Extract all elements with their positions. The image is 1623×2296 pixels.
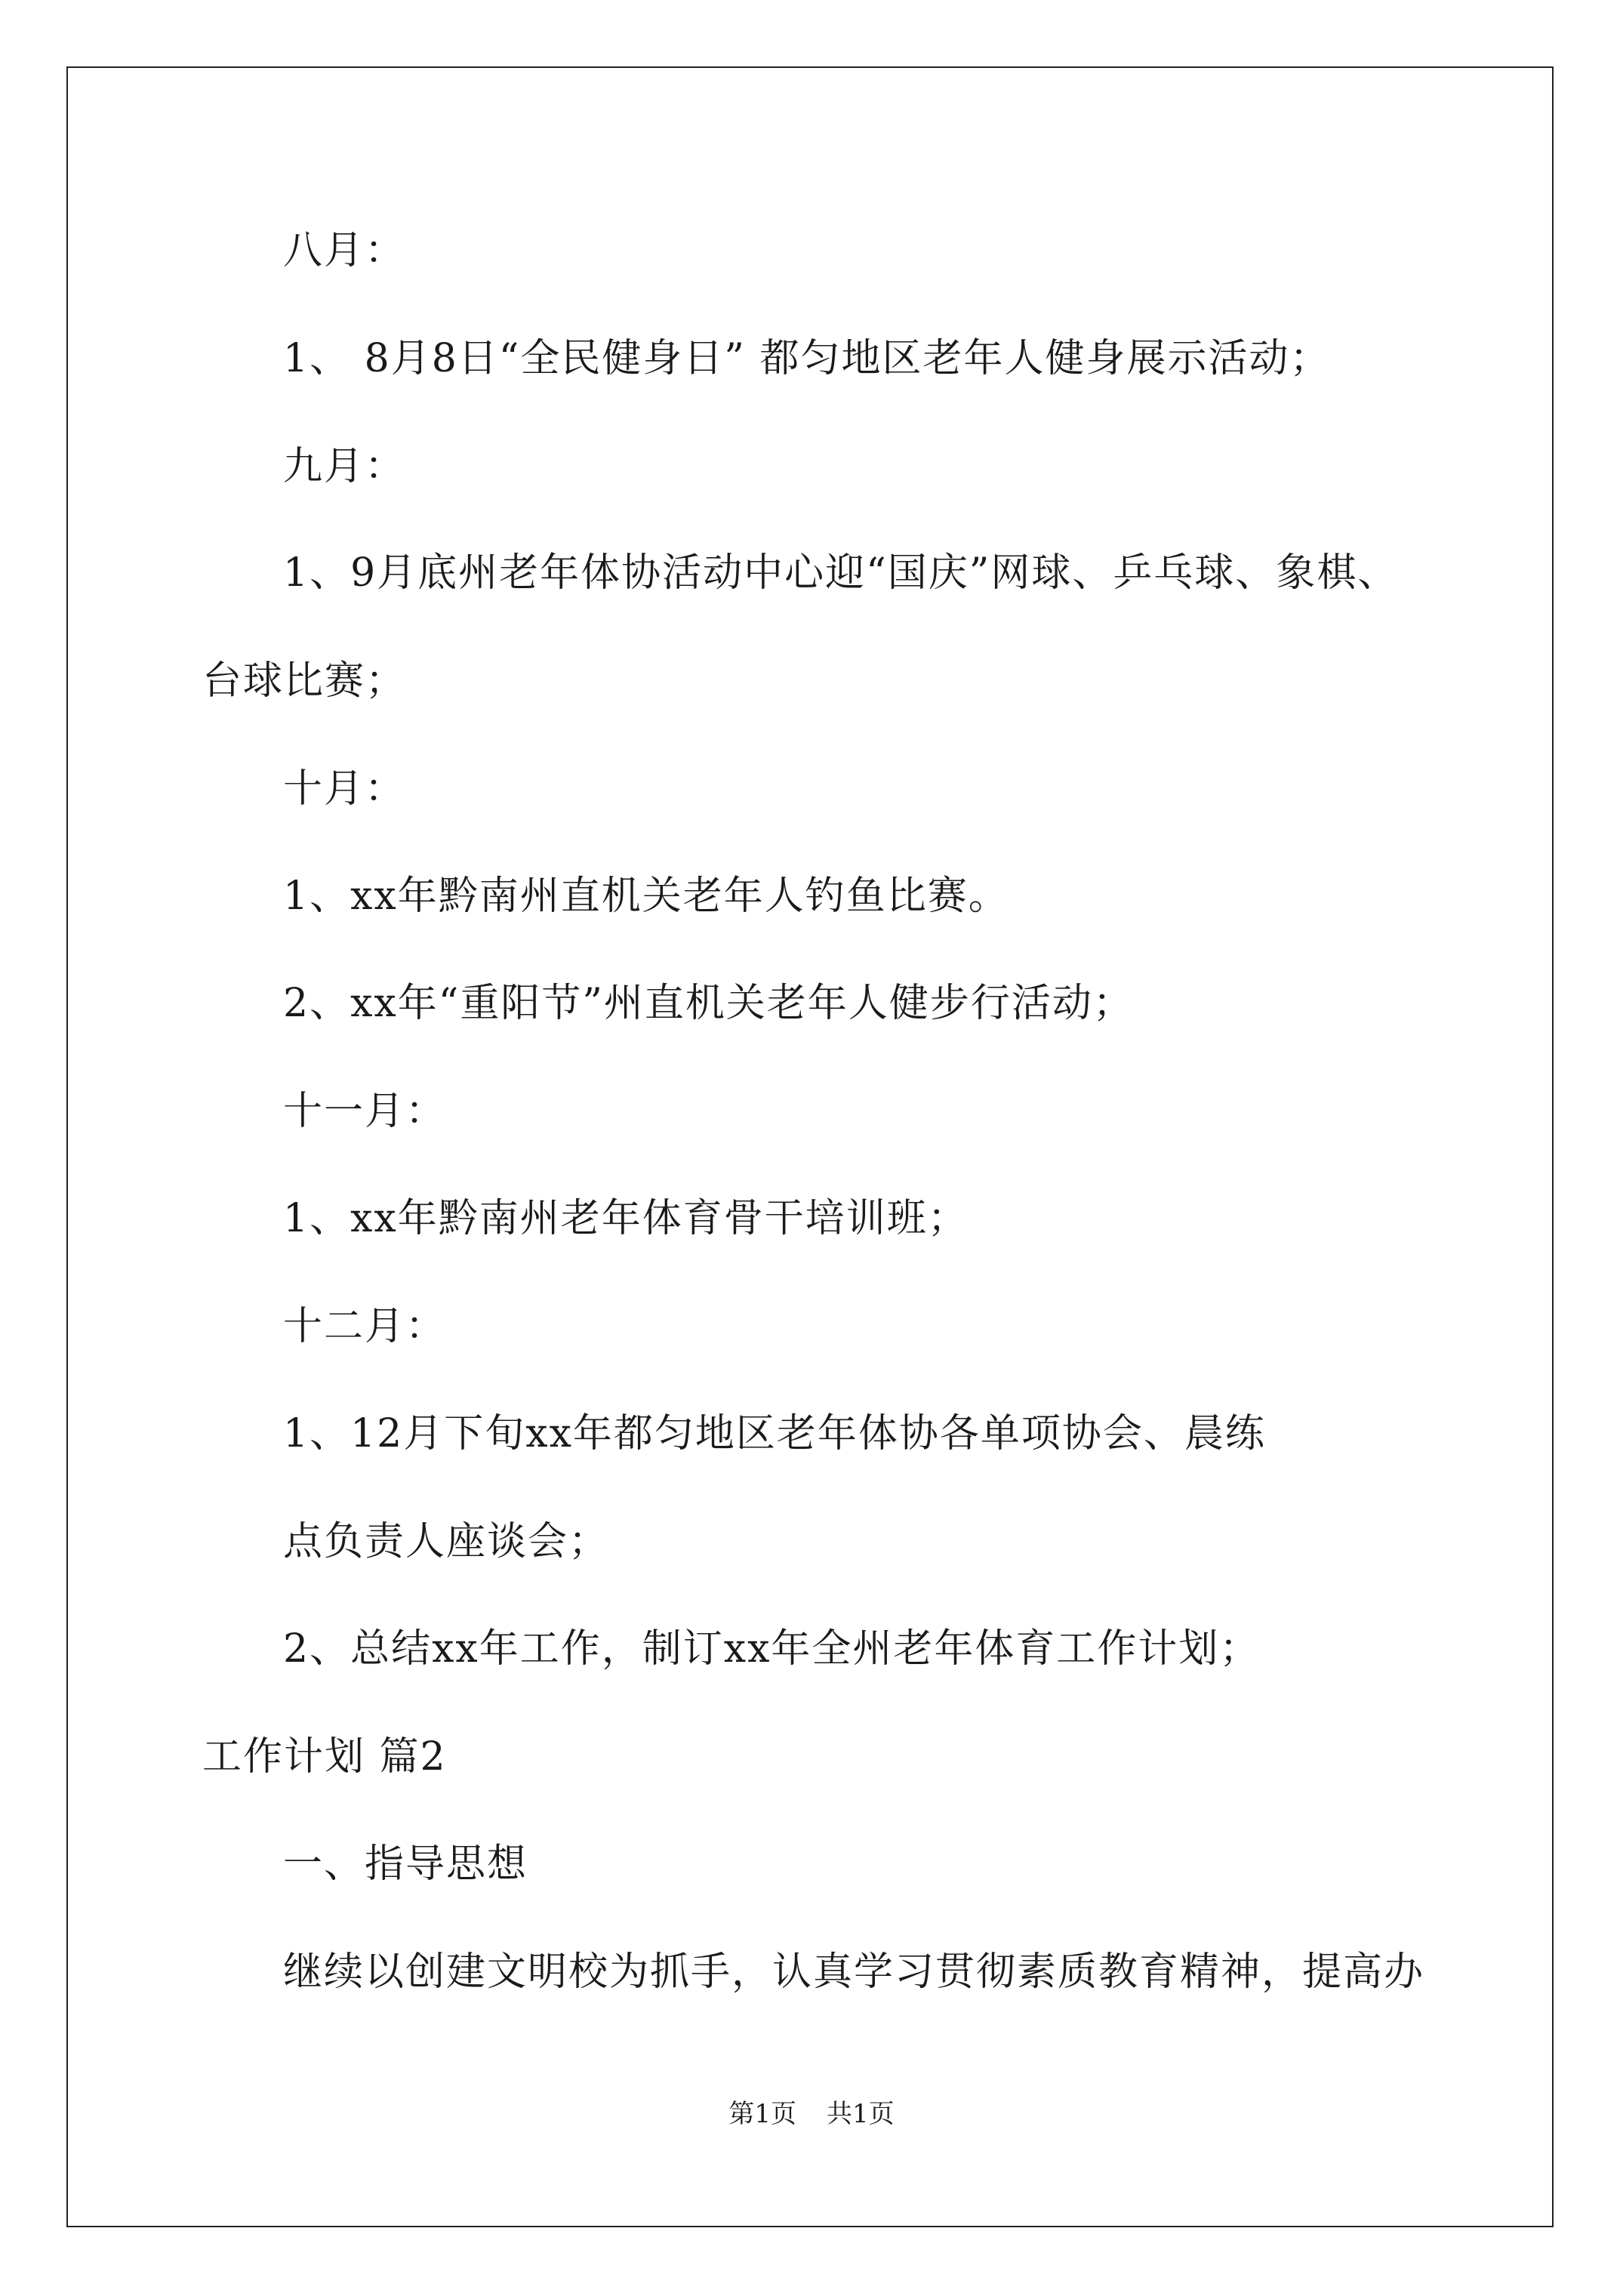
paragraph-line: 1、9月底州老年体协活动中心迎“国庆”网球、乒乓球、象棋、 bbox=[283, 550, 1399, 596]
section-heading: 一、指导思想 bbox=[283, 1841, 528, 1887]
paragraph-line: 继续以创建文明校为抓手，认真学习贯彻素质教育精神，提高办 bbox=[283, 1949, 1425, 1995]
month-heading-december: 十二月： bbox=[283, 1304, 447, 1349]
paragraph-line: 2、总结xx年工作，制订xx年全州老年体育工作计划； bbox=[283, 1626, 1261, 1672]
month-heading-september: 九月： bbox=[283, 444, 406, 489]
paragraph-line: 1、12月下旬xx年都匀地区老年体协各单项协会、晨练 bbox=[283, 1411, 1266, 1456]
paragraph-line: 点负责人座谈会； bbox=[283, 1519, 610, 1564]
paragraph-line: 2、xx年“重阳节”州直机关老年人健步行活动； bbox=[283, 981, 1134, 1026]
paragraph-line: 1、xx年黔南州老年体育骨干培训班； bbox=[283, 1196, 969, 1241]
month-heading-november: 十一月： bbox=[283, 1089, 447, 1134]
section-title: 工作计划 篇2 bbox=[202, 1734, 447, 1780]
paragraph-line: 台球比赛； bbox=[202, 658, 407, 704]
paragraph-line: 1、 8月8日“全民健身日” 都匀地区老年人健身展示活动； bbox=[283, 336, 1331, 381]
page-footer bbox=[0, 2099, 1623, 2129]
month-heading-october: 十月： bbox=[283, 766, 406, 812]
paragraph-line: 1、xx年黔南州直机关老年人钓鱼比赛。 bbox=[283, 874, 1009, 919]
page-total: 共1页 bbox=[827, 2099, 895, 2129]
page-border bbox=[66, 66, 1554, 2227]
page-number: 第1页 bbox=[728, 2099, 796, 2129]
month-heading-august: 八月： bbox=[283, 228, 406, 273]
